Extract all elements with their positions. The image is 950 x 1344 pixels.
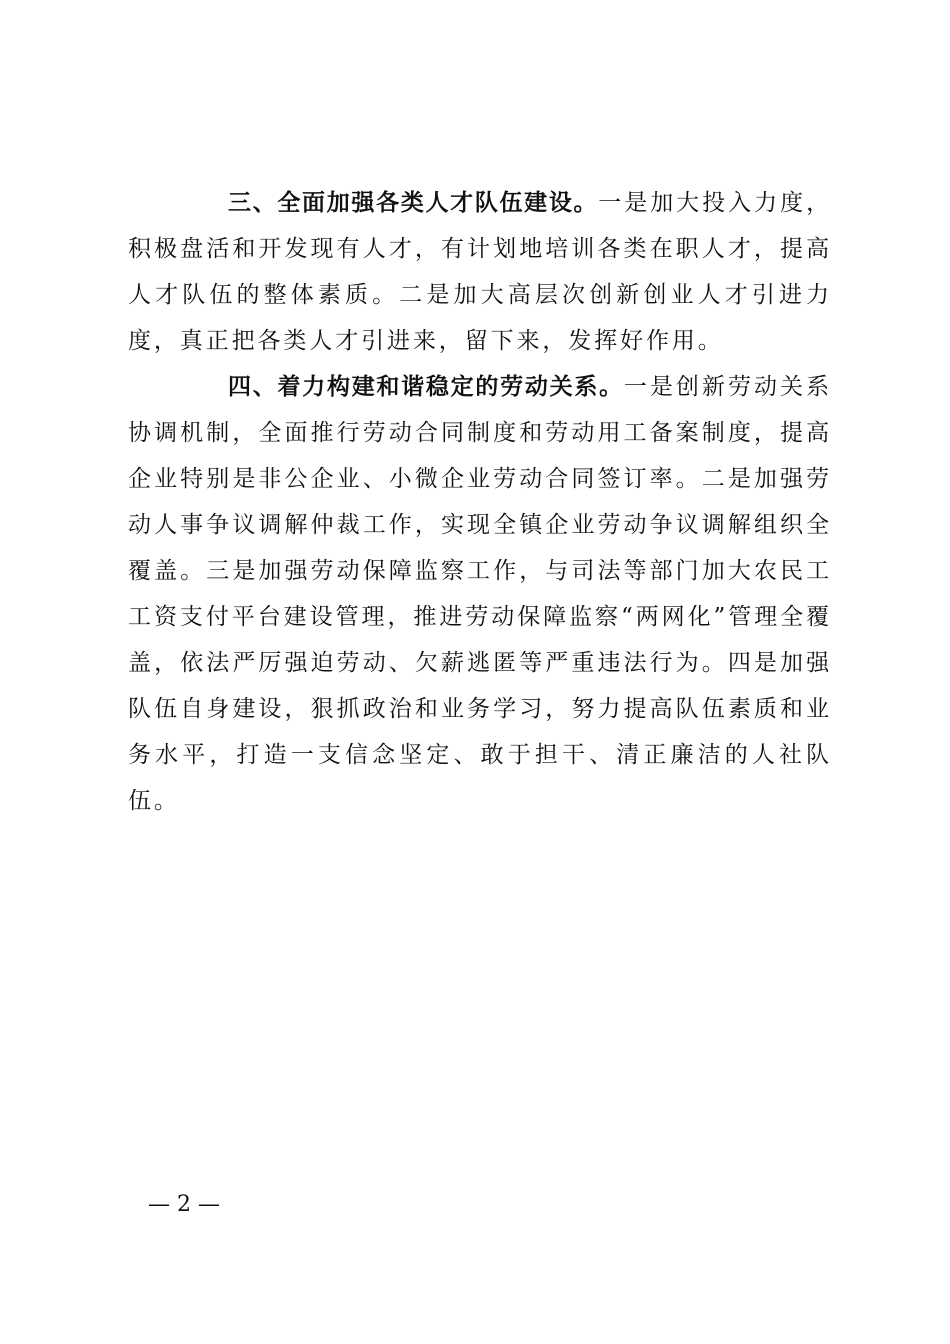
section-four-heading: 四、着力构建和谐稳定的劳动关系。 xyxy=(228,374,624,400)
section-three-paragraph xyxy=(128,180,832,364)
document-body xyxy=(128,180,832,824)
section-three-text: 一是加大投入力度，积极盘活和开发现有人才，有计划地培训各类在职人才，提高人才队伍的整体素质。二是加大高层次创新创业人才引进力度，真正把各类人才引进来，留下来，发挥好作用。 xyxy=(128,190,832,354)
section-four-paragraph xyxy=(128,364,832,824)
section-three-heading: 三、全面加强各类人才队伍建设。 xyxy=(228,190,599,216)
section-four-text: 一是创新劳动关系协调机制，全面推行劳动合同制度和劳动用工备案制度，提高企业特别是非公企业、小微企业劳动合同签订率。二是加强劳动人事争议调解仲裁工作，实现全镇企业劳动争议调解组织全覆盖。三是加强劳动保障监察工作，与司法等部门加大农民工工资支付平台建设管理，推进劳动保障监察“两网化”管理全覆盖，依法严厉强迫劳动、欠薪逃匿等严重违法行为。四是加强队伍自身建设，狠抓政治和业务学习，努力提高队伍素质和业务水平，打造一支信念坚定、敢于担干、清正廉洁的人社队伍。 xyxy=(128,374,832,814)
page-number: — 2 — xyxy=(148,1192,220,1217)
